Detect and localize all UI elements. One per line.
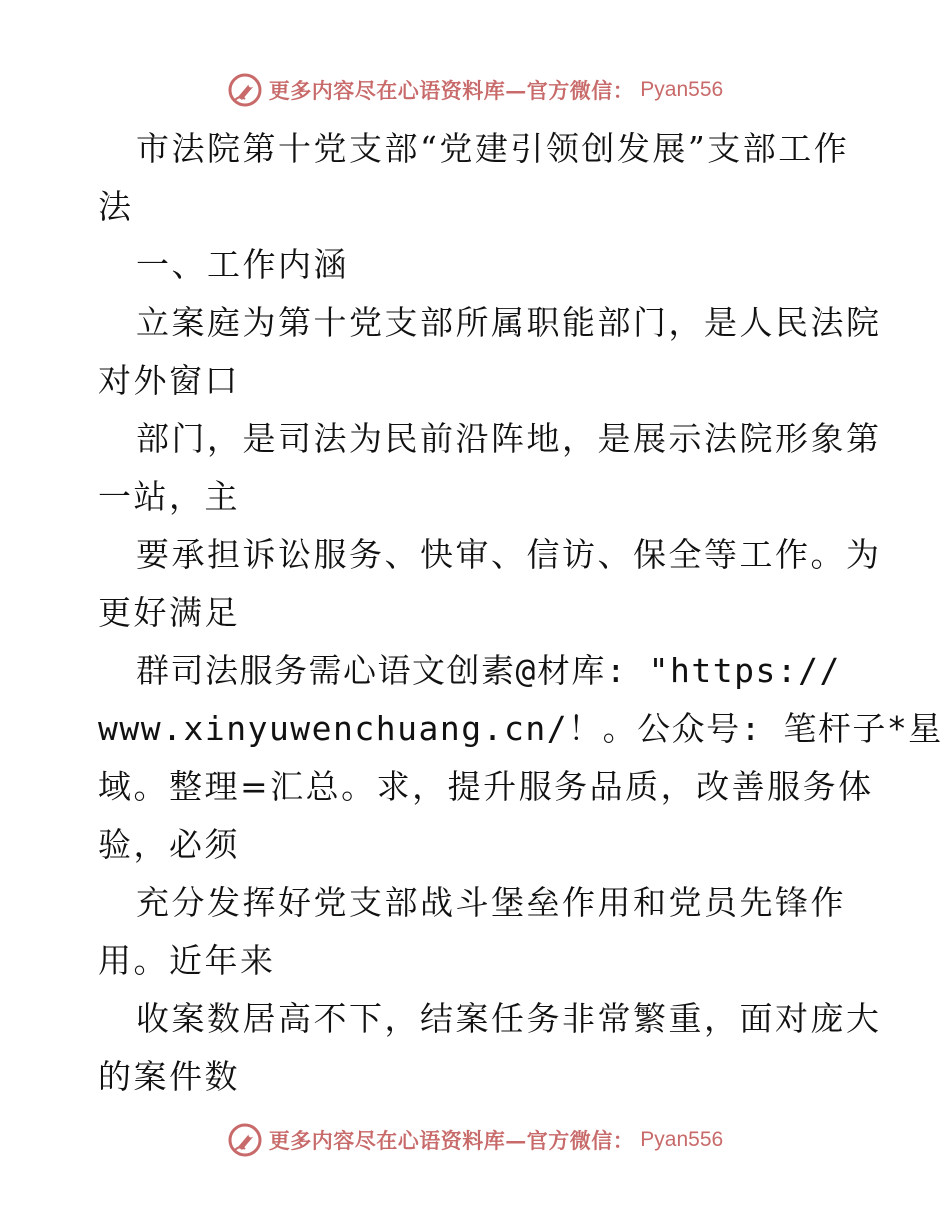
watermark-text: 更多内容尽在心语资料库—官方微信： <box>268 78 635 103</box>
text-line: 法 <box>98 187 134 226</box>
text-line: 验，必须 <box>98 825 240 864</box>
text-line: 要承担诉讼服务、快审、信访、保全等工作。为 <box>136 535 882 574</box>
footer-watermark <box>0 1118 950 1162</box>
pen-logo-icon <box>227 72 263 108</box>
text-line: 收案数居高不下，结案任务非常繁重，面对庞大 <box>136 999 882 1038</box>
text-line: 立案庭为第十党支部所属职能部门，是人民法院 <box>136 303 882 342</box>
text-line: 充分发挥好党支部战斗堡垒作用和党员先锋作 <box>136 883 846 922</box>
text-line: 域。整理=汇总。求，提升服务品质，改善服务体 <box>98 767 874 806</box>
text-line: www.xinyuwenchuang.cn/！。公众号: 笔杆子*星 <box>98 709 943 748</box>
text-line: 用。近年来 <box>98 941 276 980</box>
watermark-text: 更多内容尽在心语资料库—官方微信： <box>268 1128 635 1153</box>
text-line: 更好满足 <box>98 593 240 632</box>
document-body <box>98 120 943 1106</box>
watermark-id: Pyan556 <box>640 78 724 101</box>
header-watermark <box>0 68 950 112</box>
text-line: 市法院第十党支部“党建引领创发展”支部工作 <box>136 129 850 168</box>
watermark-id: Pyan556 <box>640 1128 724 1151</box>
text-line: 对外窗口 <box>98 361 240 400</box>
text-line: 部门，是司法为民前沿阵地，是展示法院形象第 <box>136 419 882 458</box>
text-line: 一站，主 <box>98 477 240 516</box>
text-line: 的案件数 <box>98 1057 240 1096</box>
text-line: 一、工作内涵 <box>136 245 349 284</box>
pen-logo-icon <box>227 1122 263 1158</box>
text-line: 群司法服务需心语文创素@材库: "https:// <box>136 651 841 690</box>
